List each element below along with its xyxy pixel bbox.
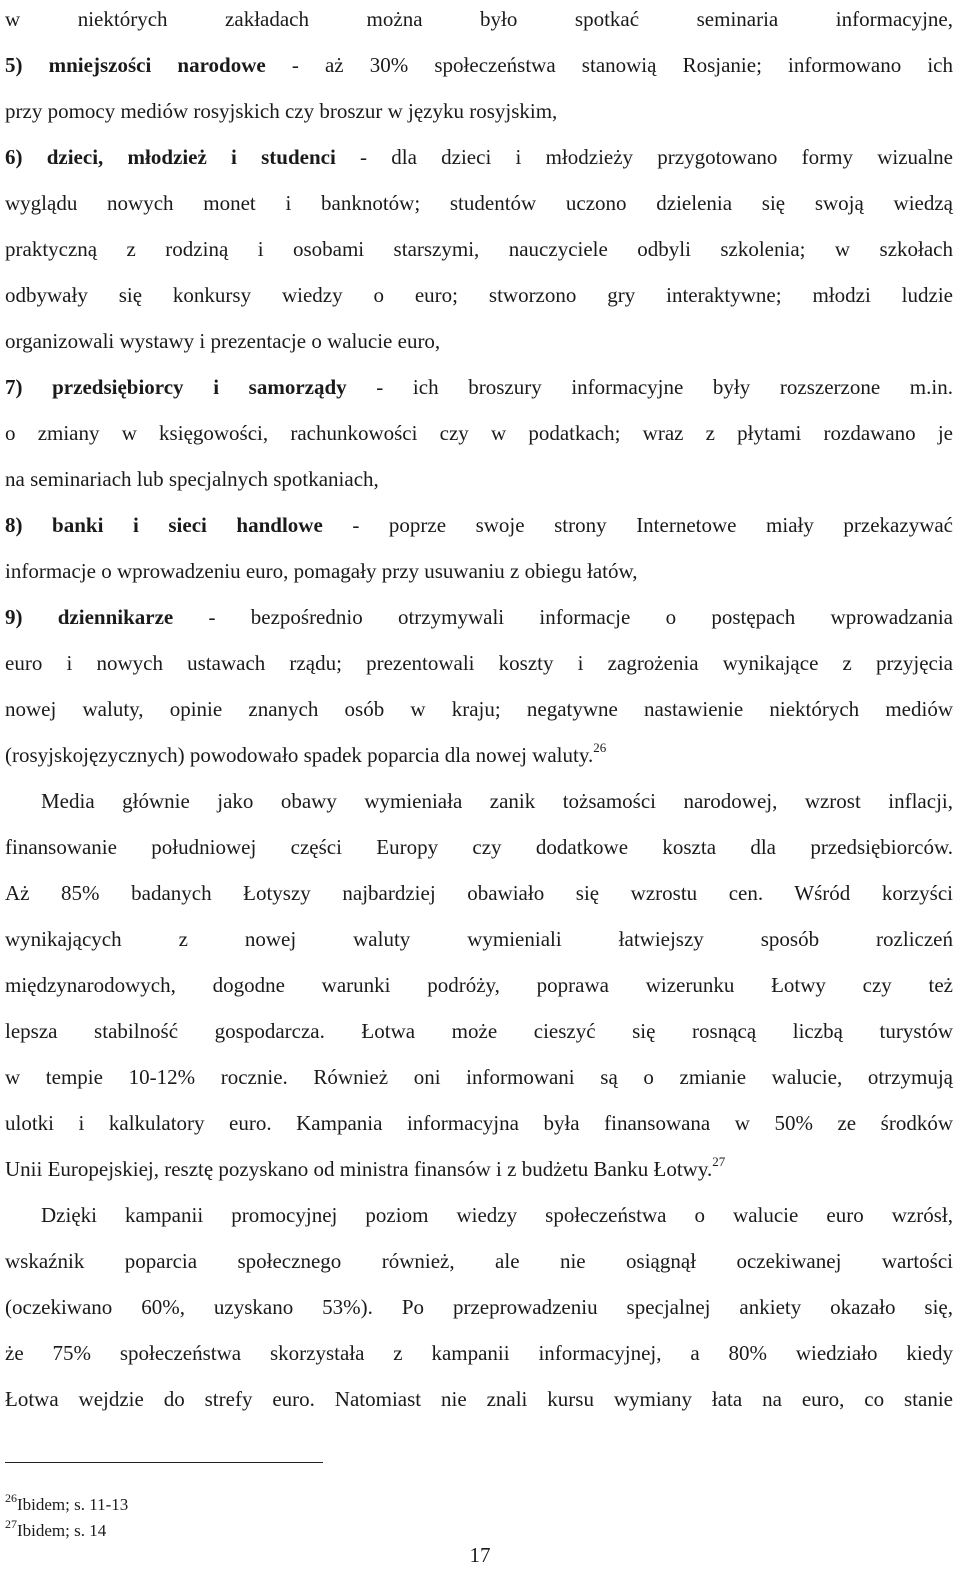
text-line: w niektórych zakładach można było spotkać seminaria informacyjne, — [5, 7, 953, 31]
text-line: organizowali wystawy i prezentacje o walucie euro, — [5, 329, 441, 353]
paragraph-line: w tempie 10-12% rocznie. Również oni informowani są o zmianie walucie, otrzymują — [5, 1065, 953, 1089]
text-line: praktyczną z rodziną i osobami starszymi, nauczyciele odbyli szkolenia; w szkołach — [5, 237, 953, 261]
text-line: informacje o wprowadzeniu euro, pomagały przy usuwaniu z obiegu łatów, — [5, 559, 638, 583]
paragraph-line: Aż 85% badanych Łotyszy najbardziej obawiało się wzrostu cen. Wśród korzyści — [5, 881, 953, 905]
text-line: przy pomocy mediów rosyjskich czy broszur w języku rosyjskim, — [5, 99, 558, 123]
footnote-27 — [5, 1518, 128, 1544]
list-item-label: 8) banki i sieci handlowe — [5, 513, 323, 537]
page-number: 17 — [469, 1543, 491, 1567]
footnote-ref-26[interactable]: 26 — [593, 740, 607, 755]
list-item-9: 9) dziennikarze - bezpośrednio otrzymywali informacje o postępach wprowadzania — [5, 605, 953, 629]
list-item-8: 8) banki i sieci handlowe - poprze swoje strony Internetowe miały przekazywać — [5, 513, 954, 537]
text-line: odbywały się konkursy wiedzy o euro; stworzono gry interaktywne; młodzi ludzie — [5, 283, 953, 307]
body-text — [5, 0, 953, 1422]
footnote-number: 27 — [5, 1517, 17, 1532]
footnote-text: Ibidem; s. 11-13 — [17, 1495, 129, 1514]
list-item-5: 5) mniejszości narodowe - aż 30% społeczeństwa stanowią Rosjanie; informowano ich — [5, 53, 953, 77]
paragraph-line: międzynarodowych, dogodne warunki podróży, poprawa wizerunku Łotwy czy też — [5, 973, 953, 997]
text-line: (rosyjskojęzycznych) powodowało spadek poparcia dla nowej waluty.$^{26}$ — [5, 740, 607, 767]
list-item-label: 6) dzieci, młodzież i studenci — [5, 145, 336, 169]
paragraph-line: (oczekiwano 60%, uzyskano 53%). Po przeprowadzeniu specjalnej ankiety okazało się, — [5, 1295, 953, 1319]
text-line: nowej waluty, opinie znanych osób w kraju; negatywne nastawienie niektórych mediów — [5, 697, 953, 721]
list-item-label: 9) dziennikarze — [5, 605, 174, 629]
footnote-ref-27[interactable]: 27 — [712, 1154, 726, 1169]
text-line: o zmiany w księgowości, rachunkowości czy w podatkach; wraz z płytami rozdawano je — [5, 421, 953, 445]
footnote-text: Ibidem; s. 14 — [17, 1521, 107, 1540]
footnote-26 — [5, 1492, 128, 1518]
list-item-label: 5) mniejszości narodowe — [5, 53, 266, 77]
paragraph-line: Łotwa wejdzie do strefy euro. Natomiast nie znali kursu wymiany łata na euro, co stanie — [5, 1387, 953, 1411]
paragraph-line: finansowanie południowej części Europy czy dodatkowe koszta dla przedsiębiorców. — [5, 835, 953, 859]
paragraph-line: Unii Europejskiej, resztę pozyskano od ministra finansów i z budżetu Banku Łotwy.$^{27}$ — [5, 1154, 726, 1181]
footnote-number: 26 — [5, 1491, 17, 1506]
list-item-7: 7) przedsiębiorcy i samorządy - ich broszury informacyjne były rozszerzone m.in. — [5, 375, 953, 399]
text-line: wyglądu nowych monet i banknotów; studentów uczono dzielenia się swoją wiedzą — [5, 191, 953, 215]
text-line: na seminariach lub specjalnych spotkaniach, — [5, 467, 379, 491]
paragraph-line: wskaźnik poparcia społecznego również, ale nie osiągnął oczekiwanej wartości — [5, 1249, 953, 1273]
footnote-divider — [5, 1462, 323, 1463]
paragraph-line: Media głównie jako obawy wymieniała zanik tożsamości narodowej, wzrost inflacji, — [41, 789, 953, 813]
text-line: euro i nowych ustawach rządu; prezentowali koszty i zagrożenia wynikające z przyjęcia — [5, 651, 953, 675]
paragraph-line: ulotki i kalkulatory euro. Kampania informacyjna była finansowana w 50% ze środków — [5, 1111, 953, 1135]
paragraph-line: lepsza stabilność gospodarcza. Łotwa może cieszyć się rosnącą liczbą turystów — [5, 1019, 953, 1043]
paragraph-line: Dzięki kampanii promocyjnej poziom wiedzy społeczeństwa o walucie euro wzrósł, — [41, 1203, 953, 1227]
paragraph-line: że 75% społeczeństwa skorzystała z kampanii informacyjnej, a 80% wiedziało kiedy — [5, 1341, 953, 1365]
paragraph-line: wynikających z nowej waluty wymieniali łatwiejszy sposób rozliczeń — [5, 927, 953, 951]
list-item-6: 6) dzieci, młodzież i studenci - dla dzieci i młodzieży przygotowano formy wizualne — [5, 145, 953, 169]
list-item-label: 7) przedsiębiorcy i samorządy — [5, 375, 347, 399]
footnotes — [5, 1492, 128, 1544]
